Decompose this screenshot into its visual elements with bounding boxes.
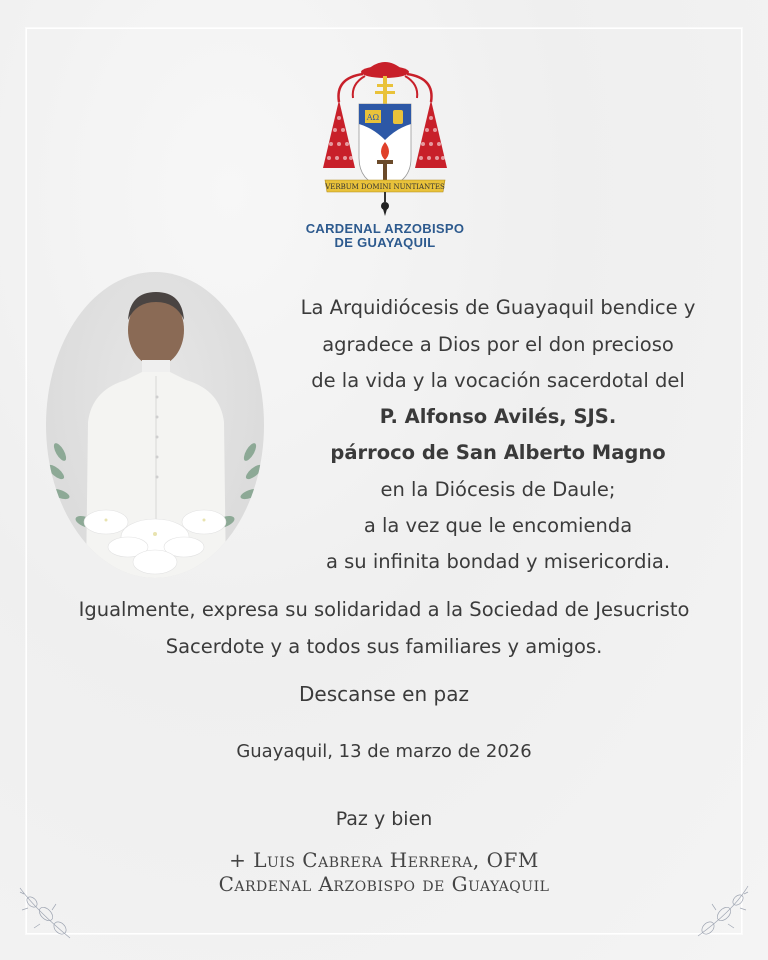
message-line-8: a su infinita bondad y misericordia. (325, 550, 671, 573)
crest-title-line2: DE GUAYAQUIL (334, 235, 436, 250)
signature-name: + Luis Cabrera Herrera, OFM (229, 848, 539, 872)
priest-portrait-oval (46, 272, 264, 578)
crest-title-line1: CARDENAL ARZOBISPO (305, 221, 465, 236)
floral-corner-right-icon (690, 880, 756, 946)
rest-in-peace: Descanse en paz (299, 682, 469, 706)
message-line-3: de la vida y la vocación sacerdotal del (311, 369, 685, 392)
floral-corner-left-icon (12, 880, 82, 950)
solidarity-line-2: Sacerdote y a todos sus familiares y amigos. (165, 635, 603, 658)
cardinal-crest-icon (315, 58, 455, 218)
message-line-7: a la vez que le encomienda (363, 514, 633, 537)
solidarity-line-1: Igualmente, expresa su solidaridad a la Sociedad de Jesucristo (78, 598, 690, 621)
signature-title: Cardenal Arzobispo de Guayaquil (218, 872, 550, 896)
message-line-6: en la Diócesis de Daule; (380, 478, 616, 501)
parish-line: párroco de San Alberto Magno (330, 441, 666, 464)
priest-name: P. Alfonso Avilés, SJS. (379, 405, 617, 428)
priest-photo (46, 272, 264, 578)
closing-greeting: Paz y bien (335, 808, 433, 830)
message-line-1: La Arquidiócesis de Guayaquil bendice y (300, 296, 696, 319)
message-line-2: agradece a Dios por el don precioso (322, 333, 674, 356)
place-date: Guayaquil, 13 de marzo de 2026 (236, 741, 532, 762)
svg-text:AΩ: AΩ (366, 113, 380, 122)
crest-title (305, 222, 465, 250)
coat-of-arms (305, 58, 465, 248)
svg-text:VERBUM DOMINI NUNTIANTES: VERBUM DOMINI NUNTIANTES (325, 183, 445, 191)
